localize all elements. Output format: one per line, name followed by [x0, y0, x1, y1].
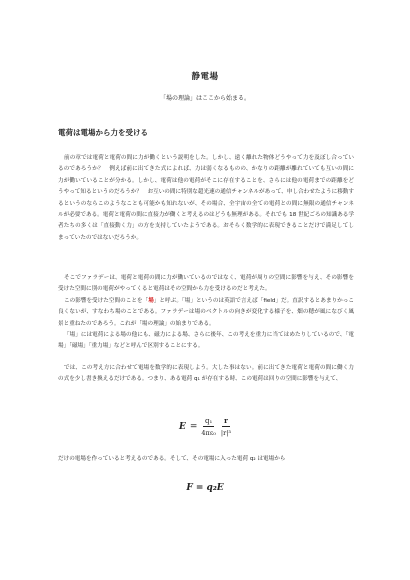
section-heading: 電荷は電場から力を受ける — [58, 128, 148, 137]
formula-fraction-1 — [201, 416, 215, 438]
fraction-1-numerator: q₁ — [204, 417, 213, 425]
fraction-1-denominator: 4πε₀ — [201, 429, 216, 437]
page-title: 静電場 — [191, 72, 219, 82]
field-term: 場 — [148, 297, 154, 304]
paragraph-2-line-c: 「場」には電荷による場の他にも、磁力による場、さらに後年、この考えを重力に当てはめたりしているので、「電場」「磁場」「重力場」などと呼んで区別することにする。 — [58, 332, 354, 350]
formula-force — [0, 483, 410, 493]
paragraph-3: では、この考え方に合わせて電場を数学的に表現しよう。大した事はない。前に出てきた電荷と電荷の間に働く力の式を少し書き換えるだけである。つまり、ある電荷 q₁ が存在する時、この電荷は回りの空間に影響を与えて、 — [58, 365, 354, 383]
formula-force-text: F = q₂E — [186, 483, 224, 493]
paragraph-2-b-pre: この影響を受けた空間のことを「 — [64, 297, 149, 304]
paragraph-2-b-post: 」と呼ぶ。「場」というのは英語で言えば「field」だ。直訳するとあまりかっこ良くないが、すなわち場のことである。ファラデーは場のベクトルの向きが変化する様子を、畑の穂が風になびく風景と重ねたのであろう。これが「場の理論」の始まりである。 — [58, 297, 354, 327]
paragraph-2 — [58, 273, 354, 353]
formula-electric-field — [0, 416, 410, 448]
fraction-2-denominator: |r|³ — [220, 429, 231, 437]
formula-equals: = — [189, 422, 198, 432]
paragraph-2-line-a: そこでファラデーは、電荷と電荷の間に力が働いているのではなく、電荷が周りの空間に影響を与え、その影響を受けた空間に別の電荷がやってくると電荷はその空間から力を受けるのだと考えた。 — [58, 275, 354, 293]
paragraph-4: だけの電場を作っていると考えるのである。そして、その電場に入った電荷 q₂ は電場から — [58, 456, 286, 462]
paragraph-1: 前の章では電荷と電荷の間に力が働くという説明をした。しかし、遠く離れた物体どうやって力を及ぼし合っているのであろうか？ 例えば前に出てきた式によれば、力は弱くなるものの、かなりの距離が離れていても互いの間に力が働いていることが分かる。しかし、電荷は他の電荷がそこに存在することを、さらには他の電荷までの距離をどうやって知るというのだろうか？ お互いの間に特別な超光速の通信チャンネルがあって、申し合わせたように移動するというのならこのようなことも可能かも知れないが、その場合、全宇宙の全ての電荷との間に無限の通信チャンネルが必要である。電荷と電荷の間に直接力が働くと考えるのはどうも無理がある。それでも 18 世紀ごろの知識ある学者たちの多くは「直接動く力」の方を支持していたようである。おそらく数学的に表現できることだけで満足してしまっていたのではないだろうか。 — [58, 155, 354, 241]
fraction-2-numerator: r — [224, 416, 228, 425]
formula-lhs: E — [179, 422, 186, 432]
page-subtitle: 「場の理論」はここから始まる。 — [159, 95, 250, 102]
paragraph-2-line-b — [58, 296, 354, 330]
formula-fraction-2 — [221, 416, 231, 438]
